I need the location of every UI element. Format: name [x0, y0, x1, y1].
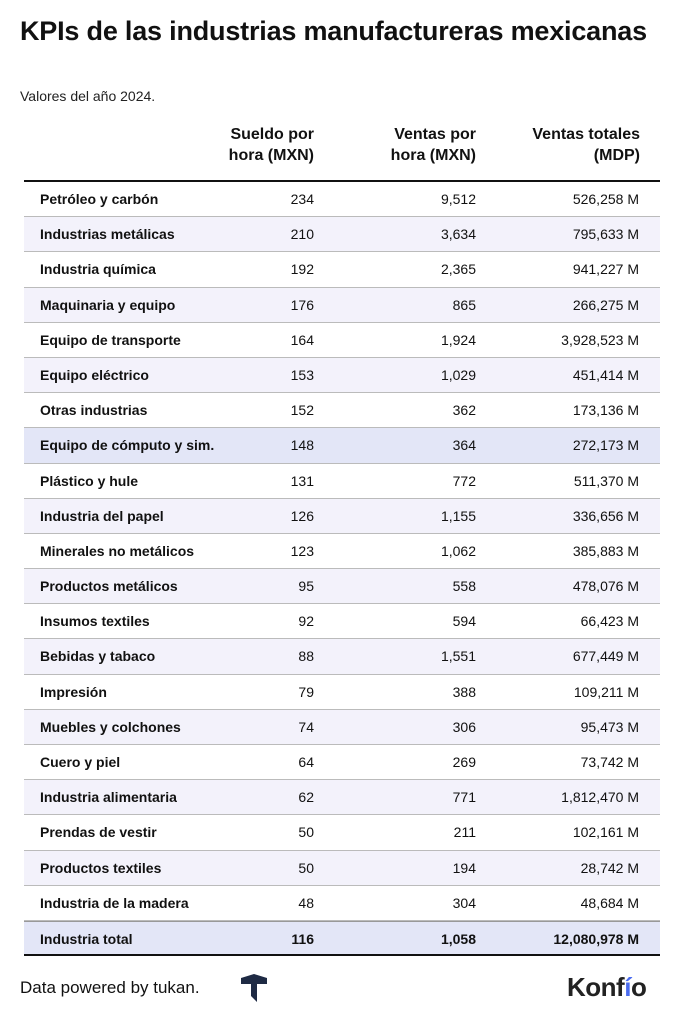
- row-name: Equipo de transporte: [40, 331, 181, 348]
- row-ventas-totales: 1,812,470 M: [561, 789, 639, 806]
- row-name: Productos textiles: [40, 859, 162, 876]
- row-sueldo: 148: [290, 437, 314, 454]
- row-ventas-totales: 941,227 M: [572, 261, 639, 278]
- table-row: [24, 288, 660, 323]
- row-ventas-hora: 865: [452, 296, 476, 313]
- column-header-sueldo: Sueldo por hora (MXN): [228, 126, 314, 164]
- table-row: [24, 780, 660, 815]
- row-sueldo: 153: [290, 366, 314, 383]
- table-row: [24, 428, 660, 463]
- konfio-logo: Konfío: [567, 972, 647, 1002]
- column-header-ventas-totales: Ventas totales (MDP): [532, 126, 640, 164]
- table-row: [24, 217, 660, 252]
- column-header-ventas-hora: Ventas por hora (MXN): [390, 126, 476, 164]
- row-ventas-totales: 95,473 M: [580, 718, 639, 735]
- row-name: Plástico y hule: [40, 472, 139, 489]
- table-row: [24, 252, 660, 287]
- kpi-table: [24, 182, 660, 956]
- row-sueldo: 50: [298, 859, 314, 876]
- row-ventas-totales: 28,742 M: [580, 859, 639, 876]
- table-row: [24, 745, 660, 780]
- total-row: [24, 921, 660, 956]
- row-ventas-totales: 385,883 M: [572, 542, 639, 559]
- table-row: [24, 886, 660, 921]
- row-ventas-hora: 364: [452, 437, 476, 454]
- row-ventas-hora: 1,058: [440, 930, 476, 947]
- row-ventas-totales: 511,370 M: [573, 472, 639, 489]
- row-ventas-hora: 3,634: [440, 226, 476, 243]
- table-row: [24, 710, 660, 745]
- row-ventas-totales: 73,742 M: [580, 754, 639, 770]
- table-row: [24, 393, 660, 428]
- row-ventas-hora: 269: [452, 754, 476, 770]
- row-name: Petróleo y carbón: [40, 191, 159, 207]
- row-ventas-hora: 558: [452, 578, 476, 595]
- row-sueldo: 164: [290, 331, 314, 348]
- row-ventas-totales: 266,275 M: [572, 296, 639, 313]
- table-row: [24, 464, 660, 499]
- row-name: Productos metálicos: [40, 578, 178, 595]
- table-row: [24, 639, 660, 674]
- row-name: Industria del papel: [40, 507, 164, 524]
- table-row: [24, 851, 660, 886]
- row-ventas-totales: 526,258 M: [572, 191, 639, 207]
- row-name: Equipo eléctrico: [40, 366, 149, 383]
- row-ventas-totales: 173,136 M: [572, 402, 639, 419]
- table-row: [24, 815, 660, 850]
- row-sueldo: 62: [298, 789, 314, 806]
- row-ventas-totales: 3,928,523 M: [561, 331, 639, 348]
- row-name: Impresión: [40, 683, 107, 700]
- row-ventas-hora: 1,551: [440, 648, 476, 665]
- row-ventas-totales: 102,161 M: [572, 824, 639, 841]
- row-name: Insumos textiles: [40, 613, 150, 630]
- row-name: Prendas de vestir: [40, 824, 157, 841]
- row-name: Minerales no metálicos: [40, 542, 195, 559]
- footer-credit: Data powered by tukan.: [20, 978, 200, 997]
- row-sueldo: 95: [298, 578, 314, 595]
- row-ventas-hora: 362: [452, 402, 476, 419]
- table-row: [24, 358, 660, 393]
- row-sueldo: 131: [290, 472, 314, 489]
- row-ventas-totales: 677,449 M: [572, 648, 639, 665]
- row-name: Industria de la madera: [40, 894, 189, 911]
- row-sueldo: 79: [298, 683, 314, 700]
- row-ventas-totales: 795,633 M: [572, 226, 639, 243]
- row-sueldo: 123: [290, 542, 314, 559]
- row-ventas-hora: 304: [452, 894, 476, 911]
- page-subtitle: Valores del año 2024.: [20, 88, 156, 104]
- row-ventas-hora: 594: [452, 613, 476, 630]
- row-name: Muebles y colchones: [40, 718, 181, 735]
- table-header: [24, 124, 660, 174]
- row-sueldo: 48: [298, 894, 314, 911]
- row-ventas-hora: 771: [452, 789, 476, 806]
- table-row: [24, 675, 660, 710]
- row-sueldo: 116: [291, 930, 314, 947]
- row-ventas-totales: 109,211 M: [573, 683, 639, 700]
- row-ventas-totales: 12,080,978 M: [553, 930, 639, 947]
- row-sueldo: 152: [290, 402, 314, 419]
- table-row: [24, 569, 660, 604]
- page-title: KPIs de las industrias manufactureras mexicanas: [20, 16, 647, 46]
- row-sueldo: 234: [290, 191, 314, 207]
- row-ventas-hora: 1,924: [440, 331, 476, 348]
- tukan-logo-icon: [238, 972, 270, 1004]
- row-ventas-hora: 2,365: [440, 261, 476, 278]
- row-sueldo: 176: [290, 296, 314, 313]
- row-name: Industrias metálicas: [40, 226, 175, 243]
- table-row: [24, 323, 660, 358]
- row-sueldo: 74: [298, 718, 314, 735]
- row-ventas-totales: 336,656 M: [572, 507, 639, 524]
- table-row: [24, 182, 660, 217]
- row-name: Bebidas y tabaco: [40, 648, 156, 665]
- row-ventas-totales: 478,076 M: [572, 578, 639, 595]
- row-ventas-hora: 388: [452, 683, 476, 700]
- row-ventas-hora: 772: [452, 472, 476, 489]
- row-sueldo: 92: [298, 613, 314, 630]
- row-name: Otras industrias: [40, 402, 148, 419]
- row-sueldo: 64: [298, 754, 314, 770]
- row-ventas-totales: 66,423 M: [580, 613, 639, 630]
- table-row: [24, 499, 660, 534]
- row-ventas-hora: 194: [452, 859, 476, 876]
- table-row: [24, 604, 660, 639]
- row-ventas-hora: 1,029: [440, 366, 476, 383]
- row-name: Industria total: [40, 930, 133, 947]
- row-sueldo: 88: [298, 648, 314, 665]
- row-ventas-totales: 451,414 M: [572, 366, 639, 383]
- row-sueldo: 210: [290, 226, 314, 243]
- row-name: Maquinaria y equipo: [40, 296, 176, 313]
- table-row: [24, 534, 660, 569]
- row-sueldo: 192: [290, 261, 314, 278]
- row-name: Industria alimentaria: [40, 789, 177, 806]
- row-sueldo: 50: [298, 824, 314, 841]
- row-ventas-hora: 306: [452, 718, 476, 735]
- row-name: Cuero y piel: [40, 754, 121, 770]
- row-ventas-totales: 48,684 M: [580, 894, 639, 911]
- row-ventas-totales: 272,173 M: [572, 437, 639, 454]
- row-sueldo: 126: [290, 507, 314, 524]
- row-ventas-hora: 1,155: [440, 507, 476, 524]
- row-ventas-hora: 9,512: [440, 191, 476, 207]
- row-ventas-hora: 1,062: [440, 542, 476, 559]
- row-name: Equipo de cómputo y sim.: [40, 437, 215, 454]
- row-name: Industria química: [40, 261, 156, 278]
- row-ventas-hora: 211: [453, 824, 476, 841]
